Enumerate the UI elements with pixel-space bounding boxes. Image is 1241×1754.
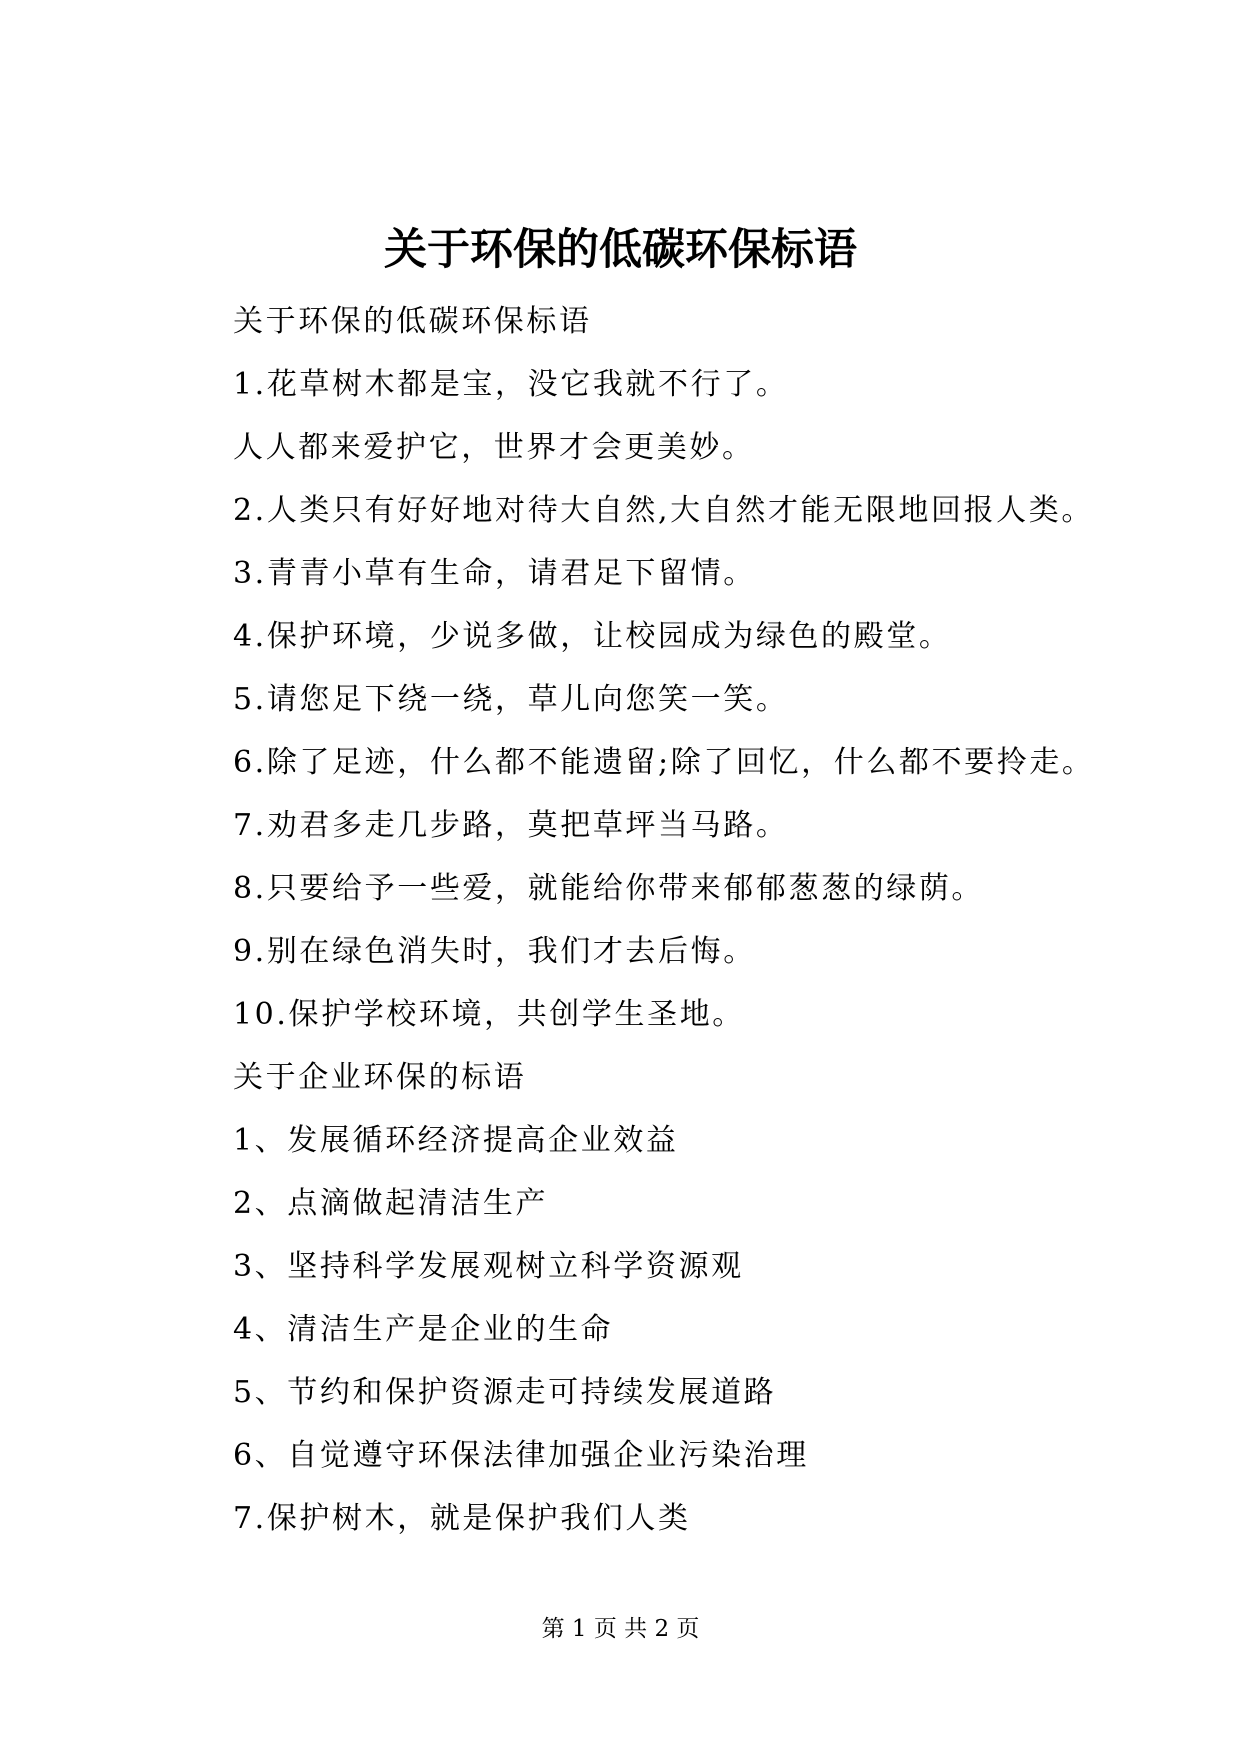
page-footer: 第 1 页 共 2 页 bbox=[541, 1616, 700, 1642]
slogan-line: 2、点滴做起清洁生产 bbox=[233, 1186, 549, 1221]
slogan-line: 9.别在绿色消失时，我们才去后悔。 bbox=[233, 934, 756, 969]
slogan-line: 3、坚持科学发展观树立科学资源观 bbox=[233, 1249, 744, 1284]
section-heading: 关于企业环保的标语 bbox=[233, 1060, 527, 1095]
slogan-line: 6.除了足迹，什么都不能遗留;除了回忆，什么都不要拎走。 bbox=[233, 745, 1095, 780]
slogan-line: 人人都来爱护它，世界才会更美妙。 bbox=[233, 430, 755, 465]
slogan-line: 4、清洁生产是企业的生命 bbox=[233, 1312, 614, 1347]
slogan-line: 1.花草树木都是宝，没它我就不行了。 bbox=[233, 367, 789, 402]
slogan-line: 10.保护学校环境，共创学生圣地。 bbox=[233, 997, 745, 1032]
slogan-line: 5、节约和保护资源走可持续发展道路 bbox=[233, 1375, 777, 1410]
document-title: 关于环保的低碳环保标语 bbox=[384, 225, 857, 275]
slogan-line: 2.人类只有好好地对待大自然,大自然才能无限地回报人类。 bbox=[233, 493, 1094, 528]
slogan-line: 4.保护环境，少说多做，让校园成为绿色的殿堂。 bbox=[233, 619, 952, 654]
slogan-line: 3.青青小草有生命，请君足下留情。 bbox=[233, 556, 756, 591]
slogan-line: 1、发展循环经济提高企业效益 bbox=[233, 1123, 679, 1158]
document-body bbox=[233, 290, 1193, 1550]
slogan-line: 7.劝君多走几步路，莫把草坪当马路。 bbox=[233, 808, 789, 843]
slogan-line: 8.只要给予一些爱，就能给你带来郁郁葱葱的绿荫。 bbox=[233, 871, 985, 906]
slogan-line: 7.保护树木，就是保护我们人类 bbox=[233, 1501, 691, 1536]
slogan-line: 5.请您足下绕一绕，草儿向您笑一笑。 bbox=[233, 682, 789, 717]
slogan-line: 6、自觉遵守环保法律加强企业污染治理 bbox=[233, 1438, 809, 1473]
subtitle-line: 关于环保的低碳环保标语 bbox=[233, 304, 592, 339]
